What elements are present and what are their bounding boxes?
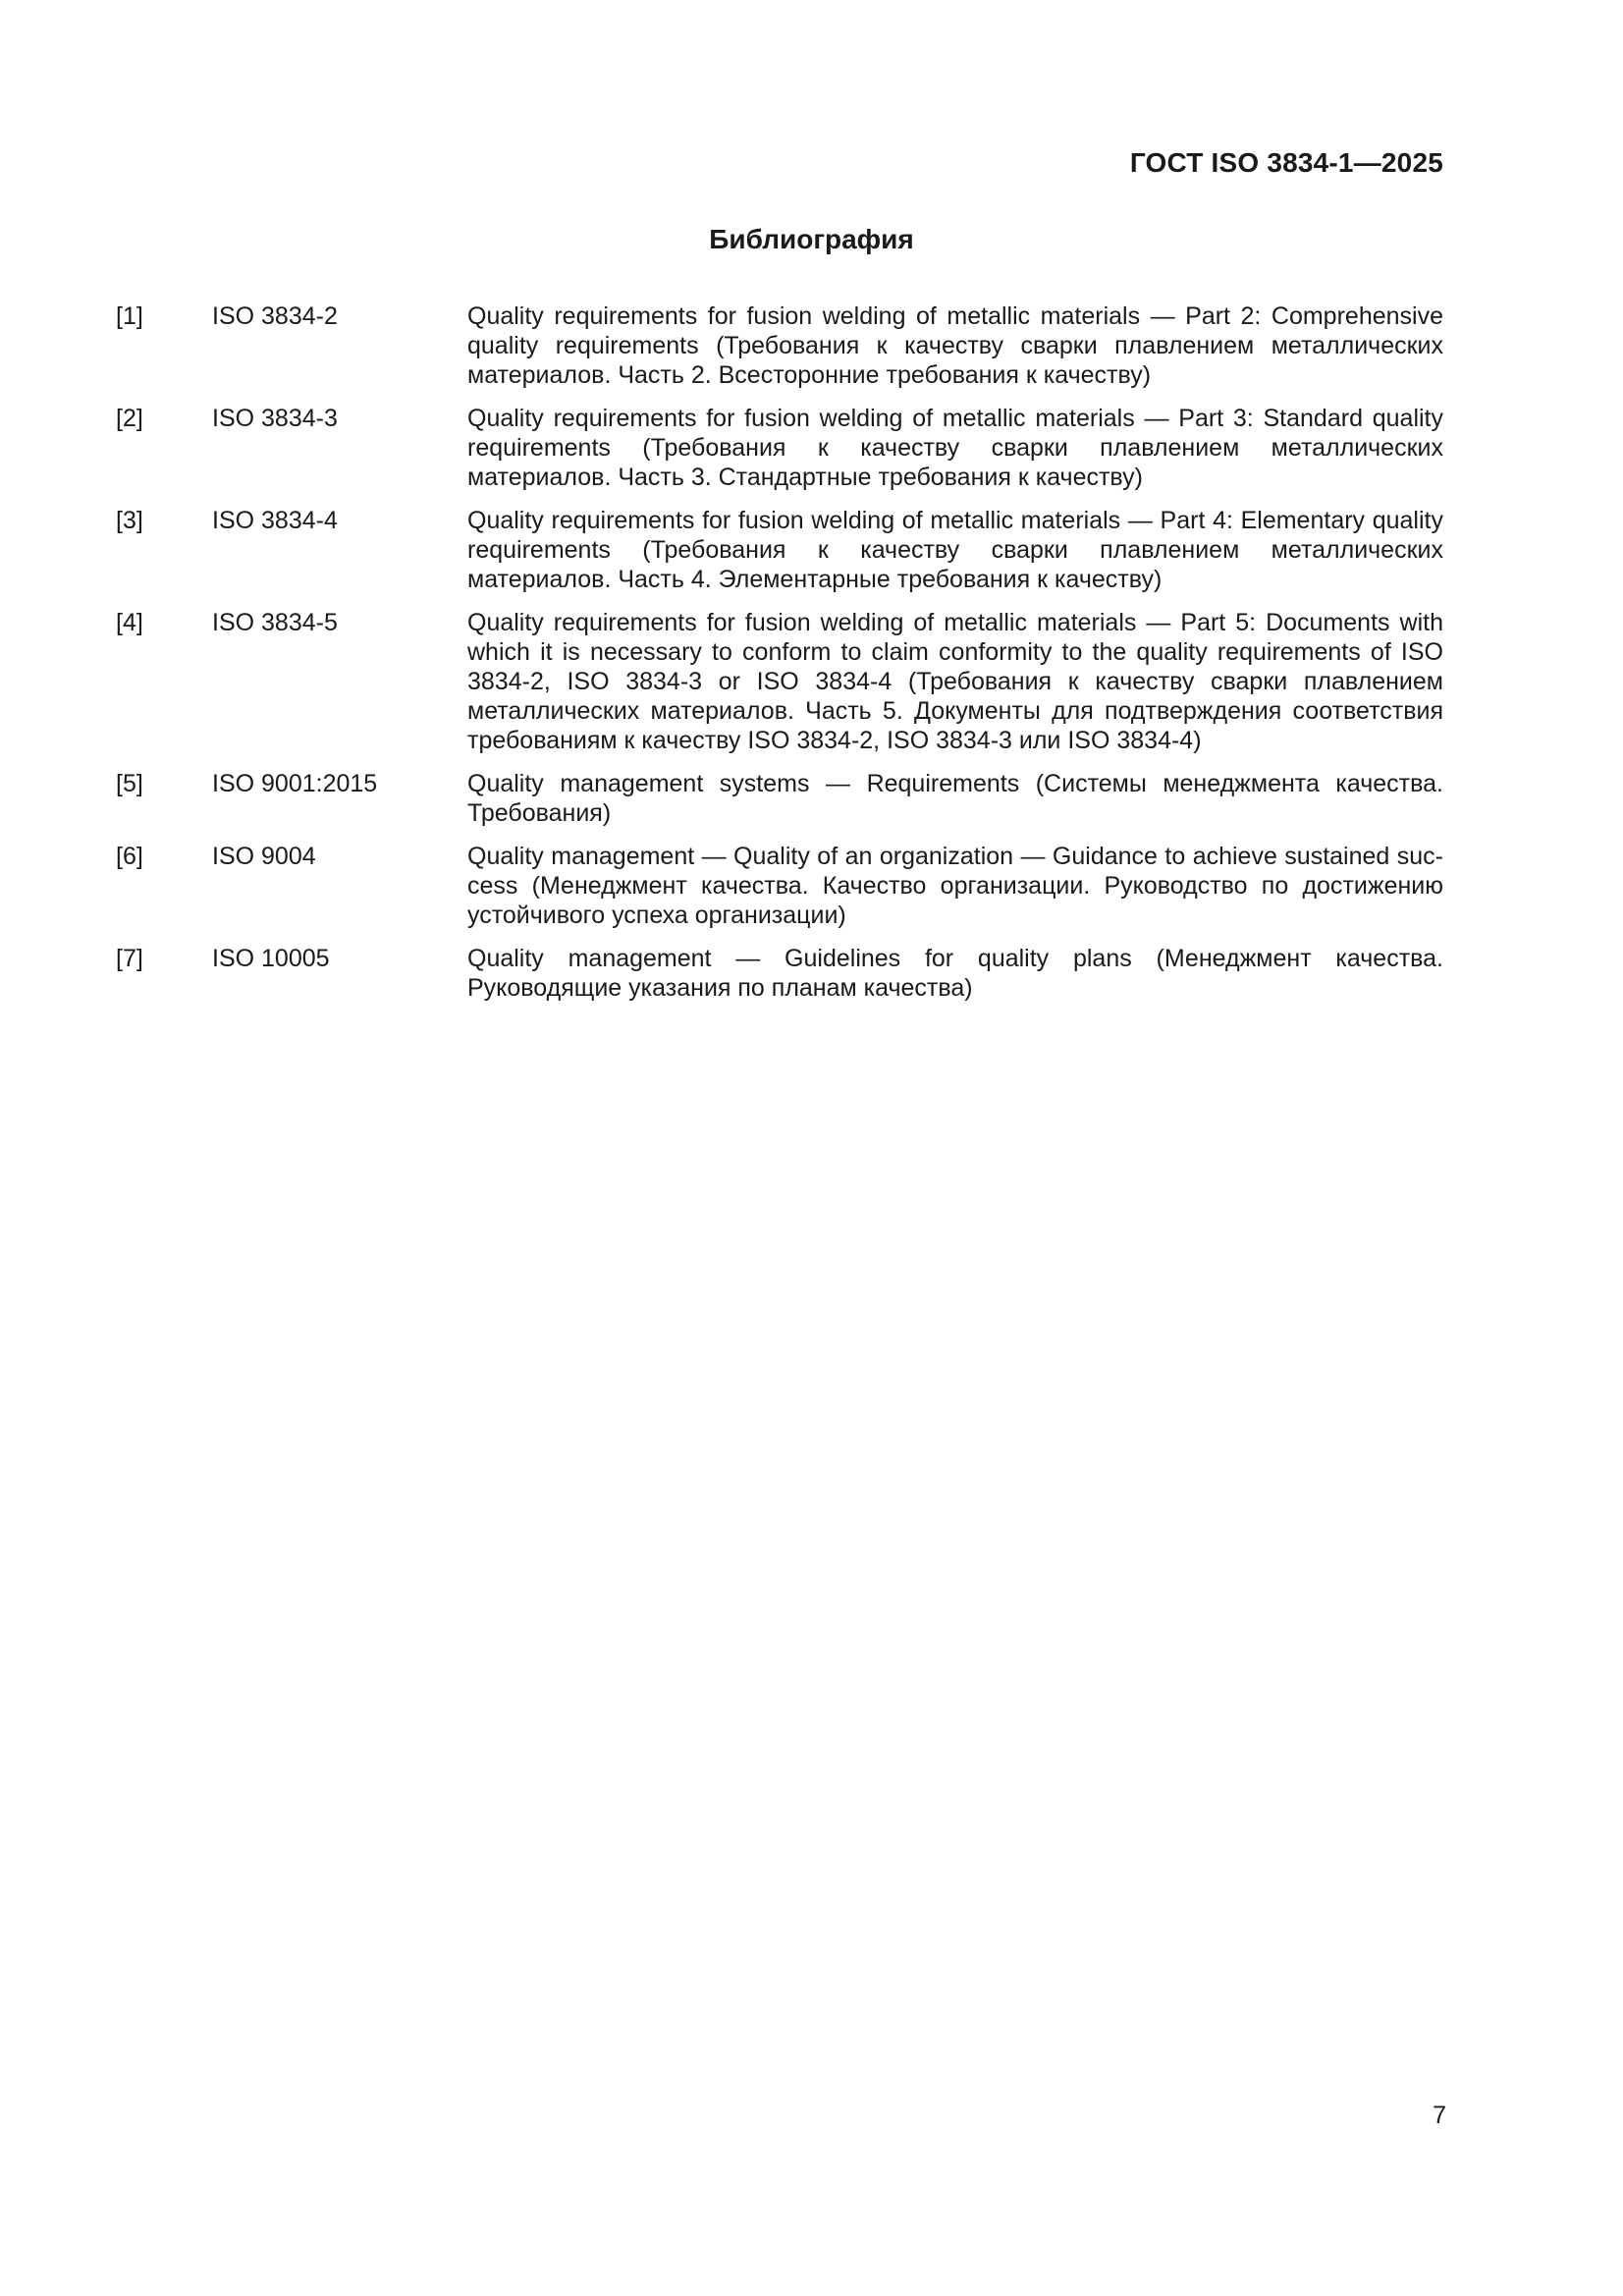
- entry-standard-code: ISO 10005: [212, 945, 330, 972]
- entry-title: Quality requirements for fusion welding of metallic materials — Part 5: Documents with which it is necessary to conform to claim conformity to the quality requirements of ISO 3834-2, ISO 3834-3 or ISO 3834-4 (Требования к качеству сварки плавлением металлических материалов. Часть 5. Документы для подтверждения соответствия требованиям к качеству ISO 3834-2, ISO 3834-3 или ISO 3834-4): [467, 609, 1443, 754]
- entry-standard-code: ISO 9001:2015: [212, 770, 378, 797]
- entry-standard-code: ISO 3834-2: [212, 302, 338, 330]
- entry-title: Quality requirements for fusion welding of metallic materials — Part 4: Elementary quality requirements (Требования к качеству сварки плавлением металлических материалов. Часть 4. Элементарные требования к качеству): [467, 507, 1443, 593]
- bibliography-entry: [116, 506, 1443, 594]
- entry-title: Quality requirements for fusion welding of metallic materials — Part 2: Comprehensive quality requirements (Требования к качеству сварки плавлением металлических материалов. Часть 2. Всесторонние требования к качеству): [467, 302, 1443, 389]
- bibliography-entry: [116, 404, 1443, 492]
- entry-standard-code: ISO 9004: [212, 843, 316, 870]
- bibliography-list: [116, 301, 1443, 1003]
- entry-title: Quality management — Quality of an organization — Guidance to achieve sustained success (Менеджмент качества. Качество организации. Руководство по достижению устойчивого успеха организации): [467, 843, 1443, 929]
- entry-number: [2]: [116, 405, 143, 432]
- entry-number: [1]: [116, 302, 143, 330]
- bibliography-entry: [116, 769, 1443, 828]
- entry-number: [7]: [116, 945, 143, 972]
- entry-title: Quality management — Guidelines for quality plans (Менеджмент качества. Руководящие указания по планам качества): [467, 945, 1443, 1002]
- entry-number: [5]: [116, 770, 143, 797]
- bibliography-entry: [116, 608, 1443, 755]
- bibliography-entry: [116, 842, 1443, 930]
- entry-standard-code: ISO 3834-5: [212, 609, 338, 636]
- document-code: ГОСТ ISO 3834-1—2025: [1129, 147, 1443, 178]
- bibliography-entry: [116, 944, 1443, 1003]
- entry-number: [6]: [116, 843, 143, 870]
- section-title: Библиография: [709, 224, 914, 254]
- bibliography-entry: [116, 301, 1443, 390]
- entry-standard-code: ISO 3834-3: [212, 405, 338, 432]
- entry-title: Quality management systems — Requirements (Системы менеджмента качества. Требования): [467, 770, 1443, 827]
- entry-standard-code: ISO 3834-4: [212, 507, 338, 534]
- entry-title: Quality requirements for fusion welding of metallic materials — Part 3: Standard quality requirements (Требования к качеству сварки плавлением металлических материалов. Часть 3. Стандартные требования к качеству): [467, 405, 1443, 491]
- entry-number: [4]: [116, 609, 143, 636]
- page-number: 7: [1433, 2102, 1446, 2129]
- entry-number: [3]: [116, 507, 143, 534]
